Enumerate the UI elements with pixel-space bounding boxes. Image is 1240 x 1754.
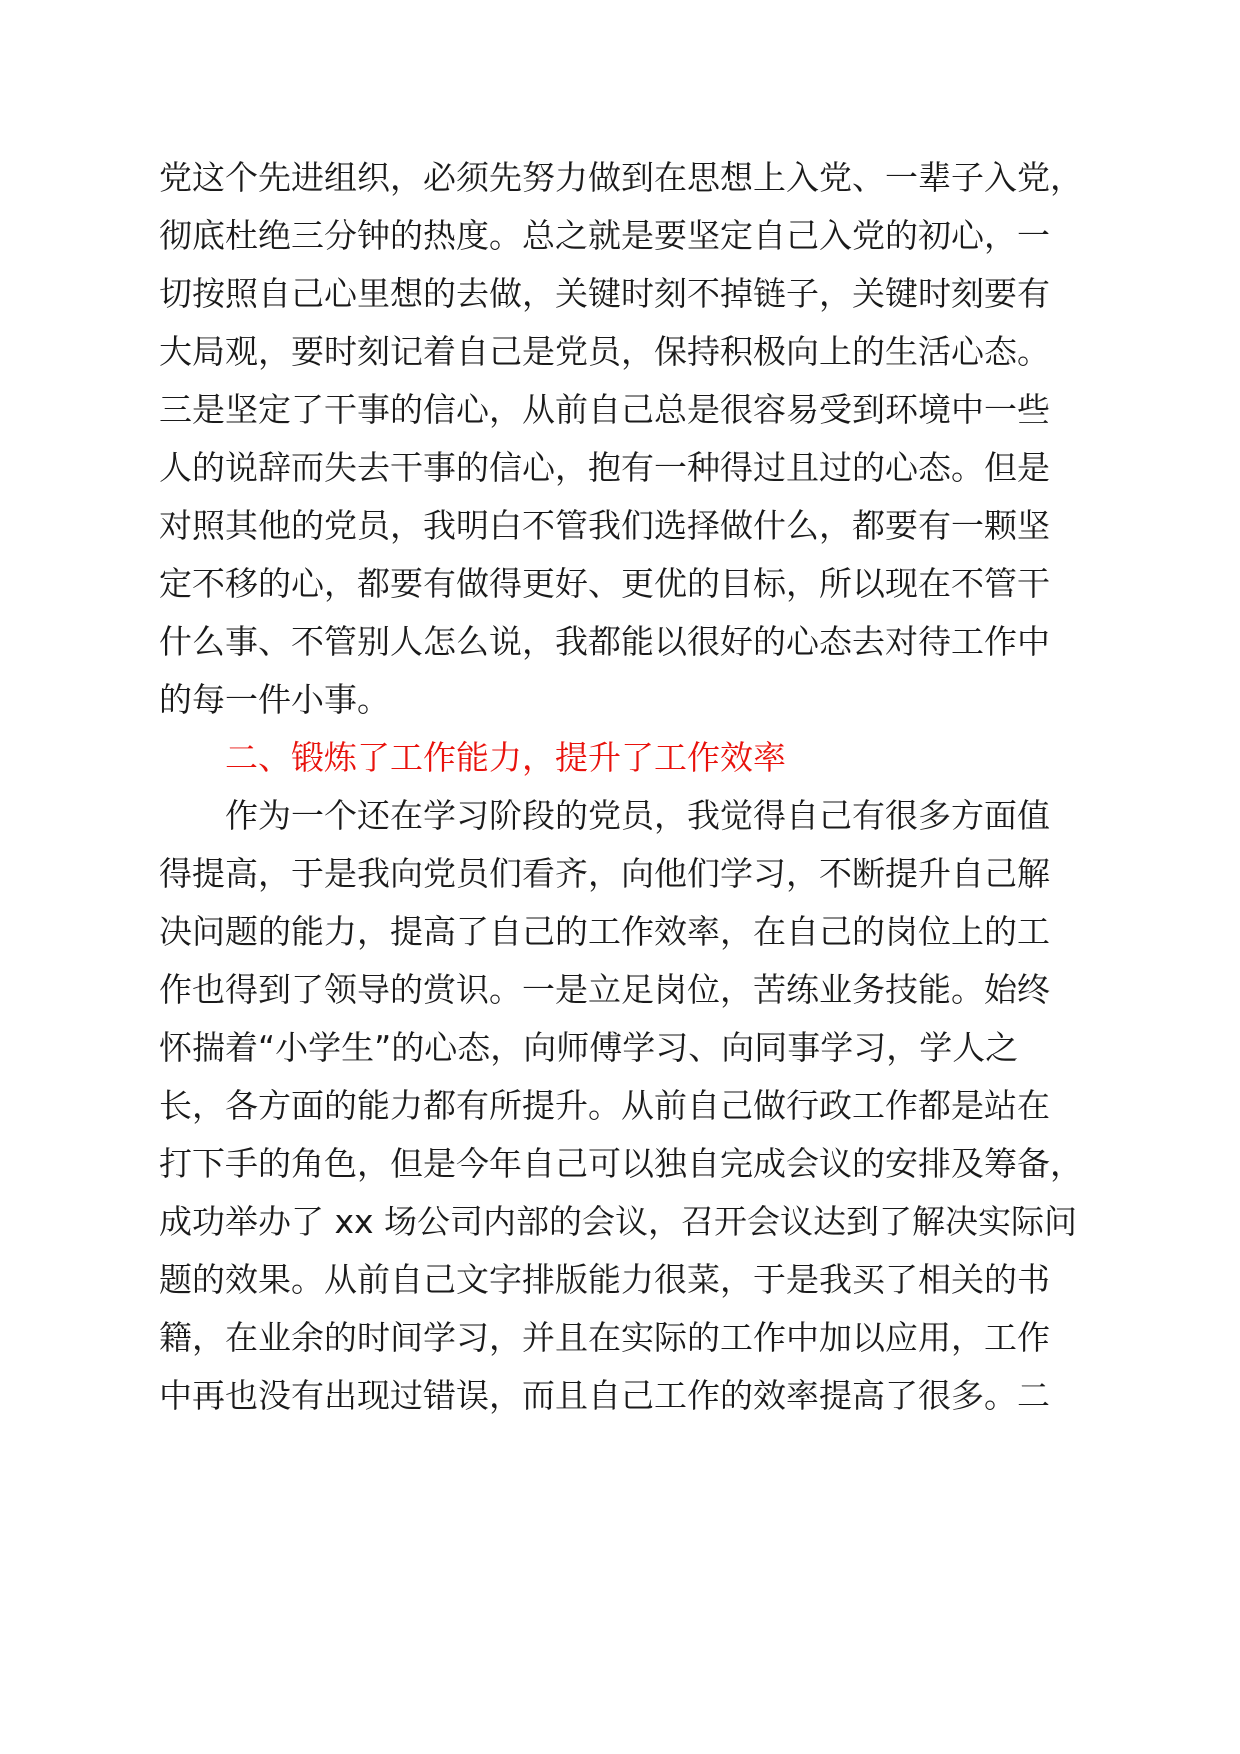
paragraph-line: 大局观，要时刻记着自己是党员，保持积极向上的生活心态。 bbox=[159, 332, 1050, 371]
paragraph-line: 题的效果。从前自己文字排版能力很菜，于是我买了相关的书 bbox=[159, 1260, 1050, 1299]
paragraph-line: 中再也没有出现过错误，而且自己工作的效率提高了很多。二 bbox=[159, 1376, 1050, 1415]
paragraph-line: 对照其他的党员，我明白不管我们选择做什么，都要有一颗坚 bbox=[159, 506, 1050, 545]
paragraph-line: 彻底杜绝三分钟的热度。总之就是要坚定自己入党的初心，一 bbox=[159, 216, 1050, 255]
paragraph-line: 作也得到了领导的赏识。一是立足岗位，苦练业务技能。始终 bbox=[159, 970, 1050, 1009]
paragraph-line: 党这个先进组织，必须先努力做到在思想上入党、一辈子入党， bbox=[159, 158, 1083, 197]
section-heading: 二、锻炼了工作能力，提升了工作效率 bbox=[225, 739, 786, 776]
paragraph-line: 得提高，于是我向党员们看齐，向他们学习，不断提升自己解 bbox=[159, 854, 1050, 893]
paragraph-line: 切按照自己心里想的去做，关键时刻不掉链子，关键时刻要有 bbox=[159, 274, 1050, 313]
paragraph-line: 长，各方面的能力都有所提升。从前自己做行政工作都是站在 bbox=[159, 1086, 1050, 1125]
paragraph-line: 定不移的心，都要有做得更好、更优的目标，所以现在不管干 bbox=[159, 564, 1050, 603]
paragraph-line: 人的说辞而失去干事的信心，抱有一种得过且过的心态。但是 bbox=[159, 448, 1050, 487]
paragraph-line: 决问题的能力，提高了自己的工作效率，在自己的岗位上的工 bbox=[159, 912, 1050, 951]
paragraph-line: 怀揣着“小学生”的心态，向师傅学习、向同事学习，学人之 bbox=[159, 1028, 1019, 1067]
paragraph-line: 三是坚定了干事的信心，从前自己总是很容易受到环境中一些 bbox=[159, 390, 1050, 429]
paragraph-line: 打下手的角色，但是今年自己可以独自完成会议的安排及筹备， bbox=[159, 1144, 1083, 1183]
paragraph-line: 籍，在业余的时间学习，并且在实际的工作中加以应用，工作 bbox=[159, 1318, 1050, 1357]
paragraph-line: 作为一个还在学习阶段的党员，我觉得自己有很多方面值 bbox=[225, 796, 1050, 835]
paragraph-line: 什么事、不管别人怎么说，我都能以很好的心态去对待工作中 bbox=[159, 622, 1050, 661]
paragraph-line: 成功举办了 xx 场公司内部的会议，召开会议达到了解决实际问 bbox=[159, 1202, 1078, 1241]
paragraph-line: 的每一件小事。 bbox=[159, 680, 390, 719]
